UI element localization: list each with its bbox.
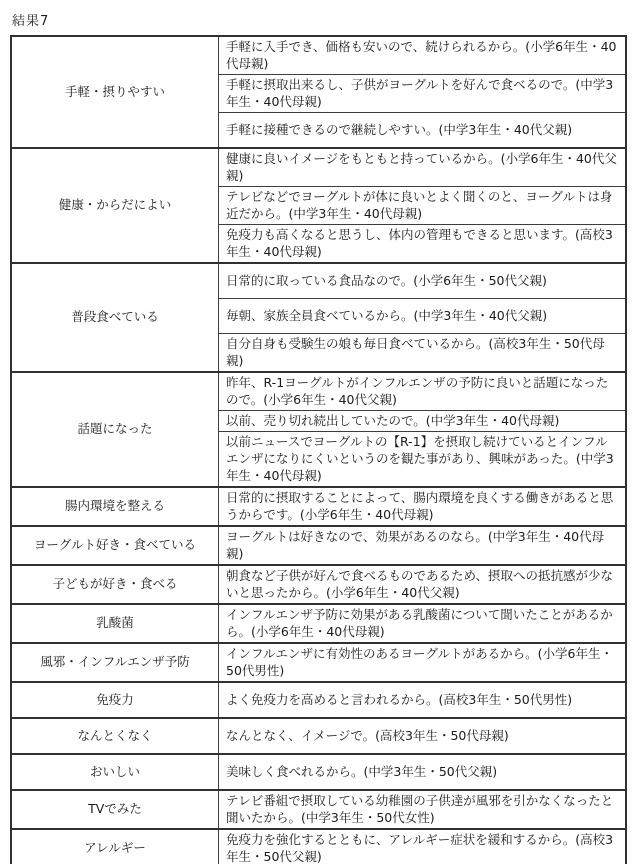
quote-cell: よく免疫力を高めると言われるから。(高校3年生・50代男性) [219, 682, 627, 718]
quote-cell: 朝食など子供が好んで食べるものであるため、摂取への抵抗感が少ないと思ったから。(小学6年生・40代父親) [219, 565, 627, 604]
category-cell: 免疫力 [11, 682, 219, 718]
category-cell: 普段食べている [11, 263, 219, 372]
quote-cell: 手軽に摂取出来るし、子供がヨーグルトを好んで食べるので。(中学3年生・40代母親) [219, 75, 627, 113]
table-row [11, 526, 626, 565]
quote-cell: 免疫力も高くなると思うし、体内の管理もできると思います。(高校3年生・40代母親) [219, 225, 627, 264]
category-cell: アレルギー [11, 829, 219, 864]
table-row [11, 682, 626, 718]
category-cell: 子どもが好き・食べる [11, 565, 219, 604]
category-cell: 乳酸菌 [11, 604, 219, 643]
quote-cell: 自分自身も受験生の娘も毎日食べているから。(高校3年生・50代母親) [219, 334, 627, 373]
category-cell: 風邪・インフルエンザ予防 [11, 643, 219, 682]
quote-cell: 手軽に接種できるので継続しやすい。(中学3年生・40代父親) [219, 113, 627, 149]
table-row [11, 718, 626, 754]
quote-cell: インフルエンザに有効性のあるヨーグルトがあるから。(小学6年生・50代男性) [219, 643, 627, 682]
table-row [11, 790, 626, 829]
category-cell: 話題になった [11, 372, 219, 487]
table-row [11, 754, 626, 790]
category-cell: なんとくなく [11, 718, 219, 754]
quote-cell: 健康に良いイメージをもともと持っているから。(小学6年生・40代父親) [219, 148, 627, 187]
quote-cell: ヨーグルトは好きなので、効果があるのなら。(中学3年生・40代母親) [219, 526, 627, 565]
category-cell: ヨーグルト好き・食べている [11, 526, 219, 565]
category-cell: 健康・からだによい [11, 148, 219, 263]
quote-cell: 毎朝、家族全員食べているから。(中学3年生・40代父親) [219, 299, 627, 334]
category-cell: 腸内環境を整える [11, 487, 219, 526]
quote-cell: 昨年、R-1ヨーグルトがインフルエンザの予防に良いと話題になったので。(小学6年生・40代父親) [219, 372, 627, 411]
table-row [11, 604, 626, 643]
table-row [11, 643, 626, 682]
page-title: 結果7 [12, 14, 50, 29]
quote-cell: インフルエンザ予防に効果がある乳酸菌について聞いたことがあるから。(小学6年生・40代母親) [219, 604, 627, 643]
category-cell: おいしい [11, 754, 219, 790]
quote-cell: なんとなく、イメージで。(高校3年生・50代母親) [219, 718, 627, 754]
table-row [11, 36, 626, 75]
quote-cell: 美味しく食べれるから。(中学3年生・50代父親) [219, 754, 627, 790]
category-cell: TVでみた [11, 790, 219, 829]
table-row [11, 565, 626, 604]
table-row [11, 372, 626, 411]
table-row [11, 263, 626, 299]
quote-cell: 日常的に摂取することによって、腸内環境を良くする働きがあると思うからです。(小学6年生・40代母親) [219, 487, 627, 526]
results-table [10, 35, 627, 864]
quote-cell: 日常的に取っている食品なので。(小学6年生・50代父親) [219, 263, 627, 299]
category-cell: 手軽・摂りやすい [11, 36, 219, 148]
quote-cell: 以前ニュースでヨーグルトの【R-1】を摂取し続けているとインフルエンザになりにくいというのを観た事があり、興味があった。(中学3年生・40代母親) [219, 432, 627, 488]
quote-cell: テレビ番組で摂取している幼稚園の子供達が風邪を引かなくなったと聞いたから。(中学3年生・50代女性) [219, 790, 627, 829]
quote-cell: 手軽に入手でき、価格も安いので、続けられるから。(小学6年生・40代母親) [219, 36, 627, 75]
table-row [11, 148, 626, 187]
quote-cell: テレビなどでヨーグルトが体に良いとよく聞くのと、ヨーグルトは身近だから。(中学3年生・40代母親) [219, 187, 627, 225]
table-row [11, 487, 626, 526]
quote-cell: 以前、売り切れ続出していたので。(中学3年生・40代母親) [219, 411, 627, 432]
quote-cell: 免疫力を強化するとともに、アレルギー症状を緩和するから。(高校3年生・50代父親) [219, 829, 627, 864]
table-row [11, 829, 626, 864]
